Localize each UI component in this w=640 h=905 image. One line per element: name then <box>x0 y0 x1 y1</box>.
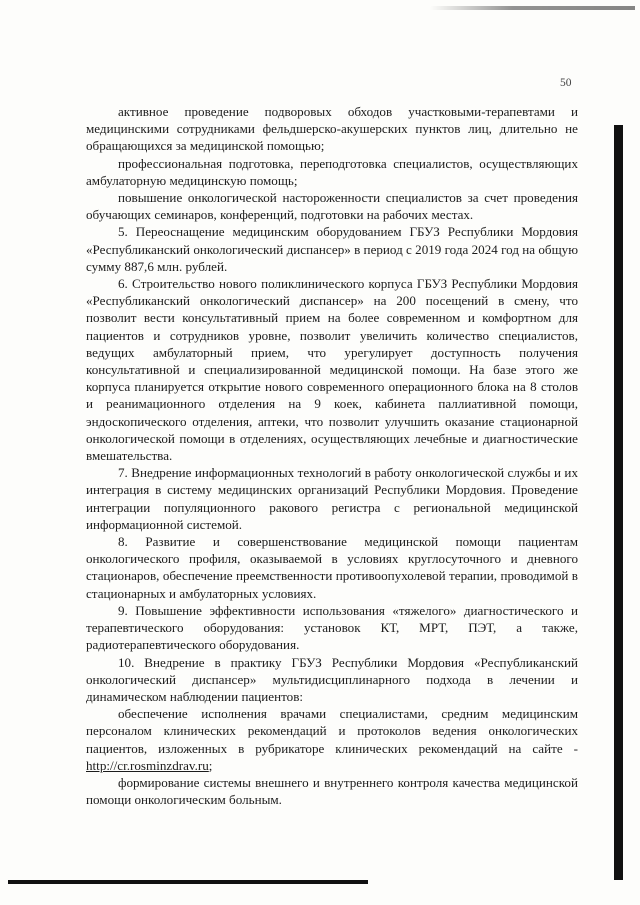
scan-artifact-bottom-edge <box>8 880 368 884</box>
paragraph: 9. Повышение эффективности использования «тяжелого» диагностического и терапевтического оборудования: установок КТ, МРТ, ПЭТ, а также, радиотерапевтического оборудования. <box>86 602 578 653</box>
scan-artifact-right-edge <box>614 125 623 880</box>
rubricator-link[interactable]: http://cr.rosminzdrav.ru <box>86 757 209 773</box>
paragraph: 8. Развитие и совершенствование медицинской помощи пациентам онкологического профиля, оказываемой в условиях круглосуточного и дневного стационаров, обеспечение преемственности противоопухолевой терапии, проводимой в стационарных и амбулаторных условиях. <box>86 534 578 601</box>
paragraph: формирование системы внешнего и внутреннего контроля качества медицинской помощи онкологическим больным. <box>86 774 578 808</box>
paragraph: активное проведение подворовых обходов участковыми-терапевтами и медицинскими сотрудниками фельдшерско-акушерских пунктов лиц, длительно не обращающихся за медицинской помощью; <box>86 104 578 154</box>
paragraph-with-link <box>86 705 578 774</box>
scan-artifact-top <box>430 6 635 10</box>
document-body <box>86 103 578 808</box>
paragraph: повышение онкологической настороженности специалистов за счет проведения обучающих семинаров, конференций, подготовки на рабочих местах. <box>86 190 578 223</box>
paragraph: 7. Внедрение информационных технологий в работу онкологической службы и их интеграция в систему медицинских организаций Республики Мордовия. Проведение интеграции популяционного ракового регистра с региональной медицинской информационной системой. <box>86 465 578 532</box>
paragraph: 10. Внедрение в практику ГБУЗ Республики Мордовия «Республиканский онкологический диспансер» мультидисциплинарного подхода в лечении и динамическом наблюдении пациентов: <box>86 654 578 704</box>
paragraph-text: обеспечение исполнения врачами специалистами, средним медицинским персоналом клинических рекомендаций и протоколов ведения онкологических пациентов, изложенных в рубрикаторе клинических рекомендаций на сайте - <box>86 706 578 756</box>
paragraph: 6. Строительство нового поликлинического корпуса ГБУЗ Республики Мордовия «Республиканский онкологический диспансер» на 200 посещений в смену, что позволит вести консультативный прием на более современном и комфортном для пациентов и сотрудников уровне, позволит увеличить количество специалистов, ведущих амбулаторный прием, что урегулирует доступность получения консультативной и специализированной медицинской помощи. На базе этого же корпуса планируется открытие нового современного операционного блока на 8 столов и реанимационного отделения на 9 коек, кабинета паллиативной помощи, эндоскопического отделения, аптеки, что позволит улучшить оказание стационарной онкологической помощи в отделениях, осуществляющих лечебные и диагностические вмешательства. <box>86 276 578 464</box>
page-number: 50 <box>560 77 572 89</box>
paragraph: 5. Переоснащение медицинским оборудованием ГБУЗ Республики Мордовия «Республиканский онкологический диспансер» в период с 2019 года 2024 год на общую сумму 887,6 млн. рублей. <box>86 224 578 274</box>
paragraph: профессиональная подготовка, переподготовка специалистов, осуществляющих амбулаторную медицинскую помощь; <box>86 155 578 188</box>
paragraph-suffix: ; <box>208 757 213 773</box>
